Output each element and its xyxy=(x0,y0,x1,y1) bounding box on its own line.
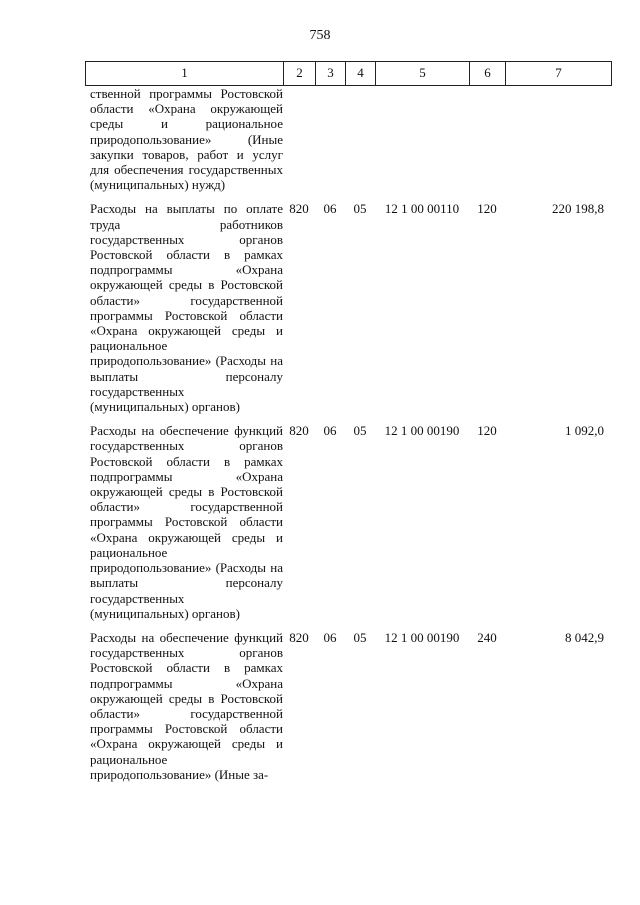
table-body xyxy=(85,86,612,782)
row-cell-5: 12 1 00 00110 xyxy=(384,201,460,217)
row-cell-5: 12 1 00 00190 xyxy=(384,629,460,645)
table-row xyxy=(85,201,612,414)
row-cell-6: 120 xyxy=(477,423,497,439)
row-description: Расходы на обеспечение функций государственных органов Ростовской области в рамках подпрограммы «Охрана окружающей среды в Ростовской области» государственной программы Ростовской области «Охрана окружающей среды и рациональное природопользование» (Расходы на выплаты персоналу государственных (муниципальных) органов) xyxy=(90,423,283,621)
table-row xyxy=(85,423,612,621)
row-cell-2: 820 xyxy=(289,629,309,645)
row-description: Расходы на обеспечение функций государственных органов Ростовской области в рамках подпрограммы «Охрана окружающей среды в Ростовской области» государственной программы Ростовской области «Охрана окружающей среды и рациональное природопользование» (Иные за- xyxy=(90,629,283,782)
page-number: 758 xyxy=(309,28,331,43)
table-row xyxy=(85,630,612,782)
row-cell-2: 820 xyxy=(289,201,309,217)
row-cell-3: 06 xyxy=(323,201,337,217)
header-cell-6: 6 xyxy=(469,62,505,85)
row-cell-6: 120 xyxy=(477,201,497,217)
row-cell-2: 820 xyxy=(289,423,309,439)
table-header-row xyxy=(85,61,612,86)
row-cell-3: 06 xyxy=(323,423,337,439)
row-cell-4: 05 xyxy=(353,629,367,645)
header-cell-7: 7 xyxy=(505,62,612,85)
table-row xyxy=(85,86,612,192)
row-cell-3: 06 xyxy=(323,629,337,645)
row-cell-5: 12 1 00 00190 xyxy=(384,423,460,439)
row-description: Расходы на выплаты по оплате труда работников государственных органов Ростовской области в рамках подпрограммы «Охрана окружающей среды в Ростовской области» государственной программы Ростовской области «Охрана окружающей среды и рациональное природопользование» (Расходы на выплаты персоналу государственных (муниципальных) органов) xyxy=(90,201,283,415)
header-cell-1: 1 xyxy=(85,62,283,85)
row-cell-4: 05 xyxy=(353,201,367,217)
header-cell-3: 3 xyxy=(315,62,345,85)
row-cell-7: 220 198,8 xyxy=(552,201,604,217)
header-cell-4: 4 xyxy=(345,62,375,85)
row-cell-7: 1 092,0 xyxy=(565,423,604,439)
row-cell-6: 240 xyxy=(477,629,497,645)
row-cell-7: 8 042,9 xyxy=(565,629,604,645)
header-cell-2: 2 xyxy=(283,62,315,85)
header-cell-5: 5 xyxy=(375,62,469,85)
row-cell-4: 05 xyxy=(353,423,367,439)
row-description: ственной программы Ростовской области «Охрана окружающей среды и рациональное природопользование» (Иные закупки товаров, работ и услуг для обеспечения государственных (муниципальных) нужд) xyxy=(90,86,283,193)
